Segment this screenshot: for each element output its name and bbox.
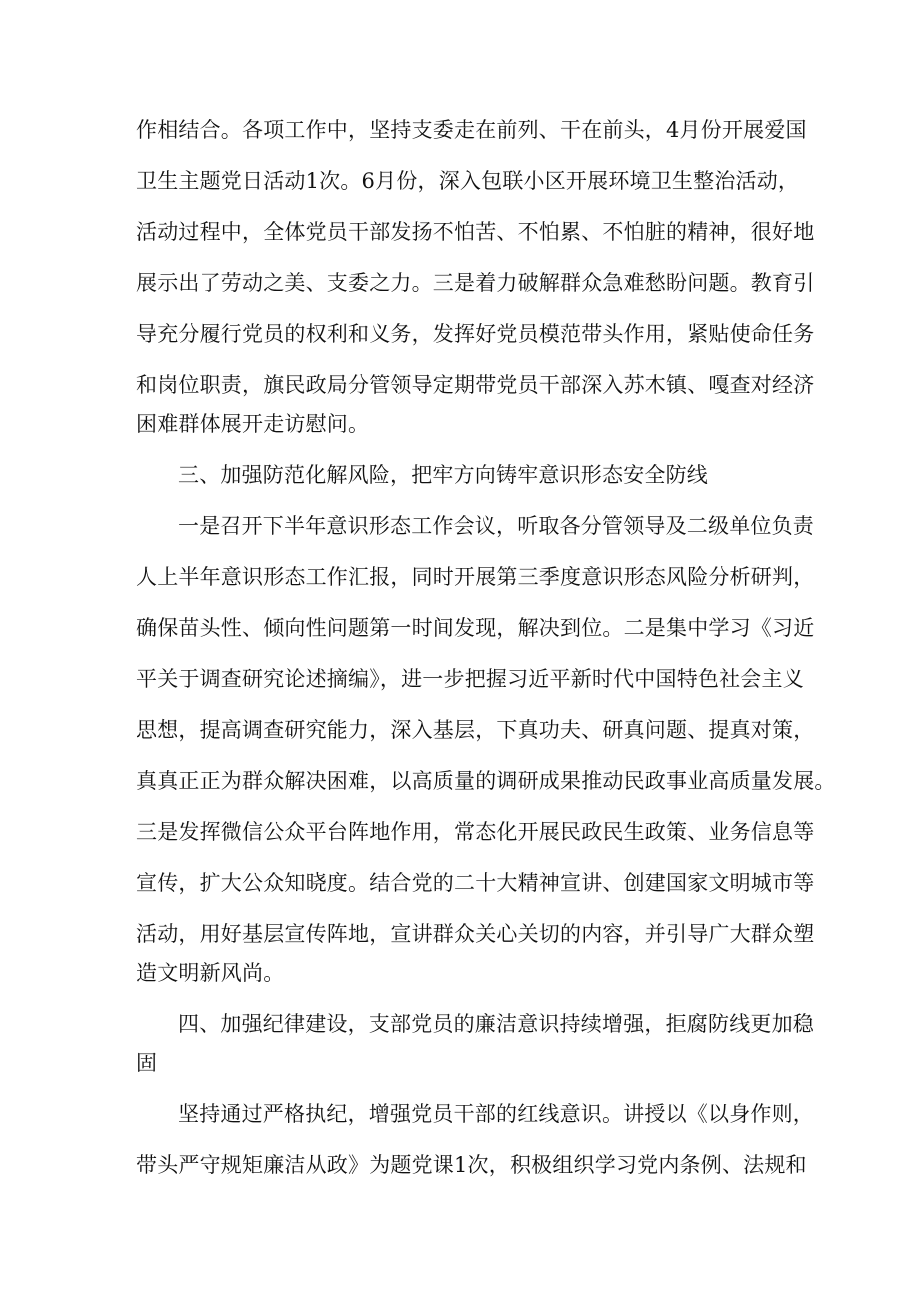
section-heading-4-continued: 固: [136, 1051, 158, 1075]
body-text-line: 造文明新风尚。: [136, 961, 285, 985]
body-text-line: 三是发挥微信公众平台阵地作用，常态化开展民政民生政策、业务信息等: [136, 820, 815, 844]
body-text-line: 一是召开下半年意识形态工作会议，听取各分管领导及二级单位负责: [178, 514, 814, 538]
body-text-line: 卫生主题党日活动1次。6月份，深入包联小区开展环境卫生整治活动，: [136, 169, 800, 193]
body-text-line: 平关于调查研究论述摘编》，进一步把握习近平新时代中国特色社会主义: [136, 667, 804, 691]
section-heading-4: 四、加强纪律建设，支部党员的廉洁意识持续增强，拒腐防线更加稳: [178, 1012, 814, 1036]
body-text-line: 真真正正为群众解决困难，以高质量的调研成果推动民政事业高质量发展。: [136, 769, 836, 793]
body-text-line: 活动过程中，全体党员干部发扬不怕苦、不怕累、不怕脏的精神，很好地: [136, 220, 815, 244]
body-text-line: 活动，用好基层宣传阵地，宣讲群众关心关切的内容，并引导广大群众塑: [136, 922, 815, 946]
body-text-line: 确保苗头性、倾向性问题第一时间发现，解决到位。二是集中学习《习近: [136, 616, 815, 640]
section-heading-3: 三、加强防范化解风险，把牢方向铸牢意识形态安全防线: [178, 463, 708, 487]
body-text-line: 人上半年意识形态工作汇报，同时开展第三季度意识形态风险分析研判，: [136, 565, 815, 589]
body-text-line: 带头严守规矩廉洁从政》为题党课1次，积极组织学习党内条例、法规和: [136, 1153, 807, 1177]
body-text-line: 导充分履行党员的权利和义务，发挥好党员模范带头作用，紧贴使命任务: [136, 322, 815, 346]
body-text-line: 坚持通过严格执纪，增强党员干部的红线意识。讲授以《以身作则，: [178, 1102, 814, 1126]
body-text-line: 困难群体展开走访慰问。: [136, 412, 370, 436]
body-text-line: 作相结合。各项工作中，坚持支委走在前列、干在前头，4月份开展爱国: [136, 118, 807, 142]
body-text-line: 和岗位职责，旗民政局分管领导定期带党员干部深入苏木镇、嘎查对经济: [136, 373, 815, 397]
body-text-line: 思想，提高调查研究能力，深入基层，下真功夫、研真问题、提真对策，: [136, 718, 815, 742]
body-text-line: 宣传，扩大公众知晓度。结合党的二十大精神宣讲、创建国家文明城市等: [136, 871, 815, 895]
body-text-line: 展示出了劳动之美、支委之力。三是着力破解群众急难愁盼问题。教育引: [136, 271, 815, 295]
